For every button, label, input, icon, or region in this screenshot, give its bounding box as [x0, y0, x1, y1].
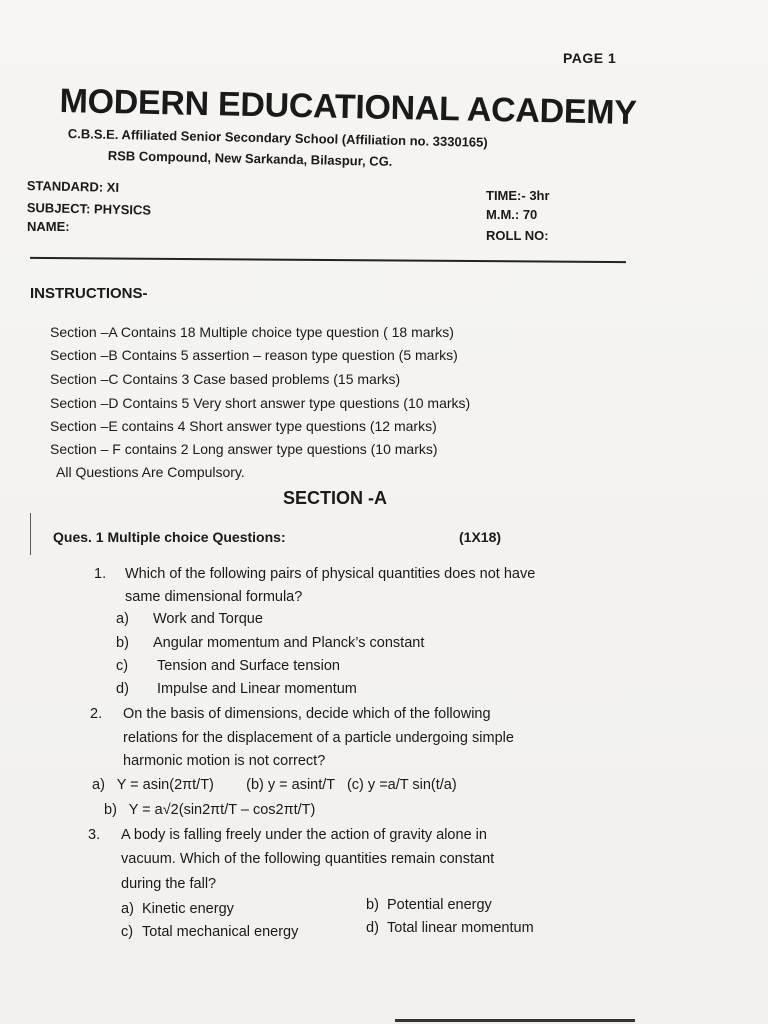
question-number: 2.: [90, 706, 103, 722]
section-a-title: SECTION -A: [283, 488, 388, 508]
option-line: b) Y = a√2(sin2πt/T – cos2πt/T): [104, 802, 316, 818]
page-number: PAGE 1: [563, 50, 617, 66]
time-label: TIME:- 3hr: [486, 188, 550, 203]
option-text: Impulse and Linear momentum: [157, 681, 357, 697]
school-name: MODERN EDUCATIONAL ACADEMY: [59, 82, 637, 133]
max-marks-label: M.M.: 70: [486, 207, 538, 222]
option-text: Total linear momentum: [387, 920, 534, 936]
option-label: d): [366, 920, 379, 936]
question-text: vacuum. Which of the following quantities remain constant: [121, 851, 495, 867]
option-label: a): [121, 901, 134, 917]
instruction-line: Section –E contains 4 Short answer type questions (12 marks): [50, 418, 437, 434]
instruction-line: Section –B Contains 5 assertion – reason type question (5 marks): [50, 347, 458, 363]
option-text: Total mechanical energy: [142, 924, 299, 940]
question-text: On the basis of dimensions, decide which of the following: [123, 706, 491, 722]
question-text: A body is falling freely under the action of gravity alone in: [121, 827, 487, 843]
option-label: b): [116, 635, 129, 651]
question-text: harmonic motion is not correct?: [123, 753, 326, 769]
school-address: RSB Compound, New Sarkanda, Bilaspur, CG.: [107, 148, 393, 169]
option-text: Work and Torque: [153, 611, 263, 627]
instruction-line: Section –C Contains 3 Case based problems (15 marks): [50, 371, 401, 387]
option-label: c): [121, 924, 134, 940]
margin-mark: [30, 513, 31, 555]
option-label: d): [116, 681, 129, 697]
question-number: 1.: [94, 566, 107, 582]
instruction-line: Section –D Contains 5 Very short answer type questions (10 marks): [50, 395, 471, 411]
option-text: Tension and Surface tension: [157, 658, 340, 674]
name-label: NAME:: [27, 219, 70, 234]
instruction-line: All Questions Are Compulsory.: [56, 464, 245, 480]
option-label: a): [116, 611, 129, 627]
question-heading: Ques. 1 Multiple choice Questions:: [53, 529, 286, 545]
question-text: Which of the following pairs of physical quantities does not have: [125, 566, 536, 582]
option-text: Potential energy: [387, 897, 492, 913]
option-line: a) Y = asin(2πt/T) (b) y = asint/T (c) y =a/T sin(t/a): [92, 777, 457, 793]
page-edge-mark: [395, 1019, 635, 1022]
option-text: Kinetic energy: [142, 901, 234, 917]
option-label: c): [116, 658, 129, 674]
roll-no-label: ROLL NO:: [486, 228, 549, 243]
instructions-heading: INSTRUCTIONS-: [30, 285, 148, 302]
question-number: 3.: [88, 827, 101, 843]
question-text: relations for the displacement of a particle undergoing simple: [123, 730, 514, 746]
subject-label: SUBJECT: PHYSICS: [26, 200, 152, 218]
option-label: b): [366, 897, 379, 913]
question-text: during the fall?: [121, 876, 217, 892]
school-affiliation: C.B.S.E. Affiliated Senior Secondary School (Affiliation no. 3330165): [67, 126, 488, 150]
standard-label: STANDARD: XI: [26, 178, 120, 195]
question-text: same dimensional formula?: [125, 589, 303, 605]
question-marks: (1X18): [459, 529, 502, 545]
instruction-line: Section – F contains 2 Long answer type questions (10 marks): [50, 441, 438, 457]
instruction-line: Section –A Contains 18 Multiple choice type question ( 18 marks): [50, 324, 454, 340]
option-text: Angular momentum and Planck’s constant: [153, 635, 425, 651]
